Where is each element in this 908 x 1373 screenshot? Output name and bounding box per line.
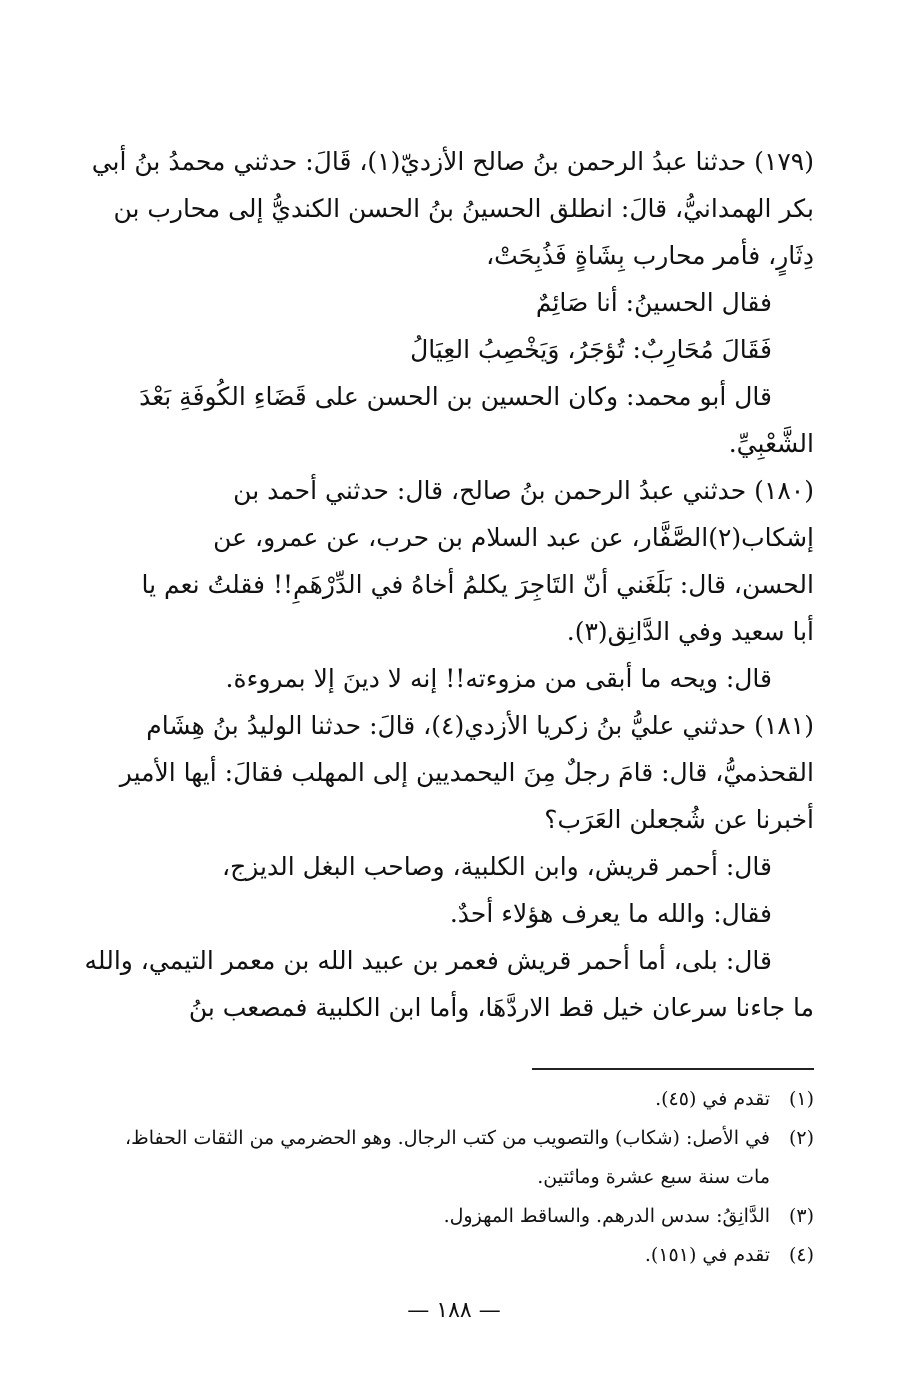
text-line: أبا سعيد وفي الدَّانِق(٣). <box>566 617 814 646</box>
footnote-text: في الأصل: (شكاب) والتصويب من كتب الرجال. وهو الحضرمي من الثقات الحفاظ، <box>124 1127 770 1149</box>
footnote <box>82 1236 814 1275</box>
text-line: قال: بلى، أما أحمر قريش فعمر بن عبيد الله بن معمر التيمي، والله <box>84 946 772 975</box>
footnotes <box>82 1080 814 1275</box>
footnote <box>82 1119 814 1158</box>
text-line: الشَّعْبِيِّ. <box>728 429 814 458</box>
footnote-text: تقدم في (٤٥). <box>655 1088 770 1110</box>
text-line: القحذميُّ، قال: قامَ رجلٌ مِنَ اليحمديين إلى المهلب فقالَ: أيها الأمير <box>119 758 814 787</box>
text-line: بكر الهمدانيُّ، قالَ: انطلق الحسينُ بنُ الحسن الكنديُّ إلى محارب بن <box>113 194 814 223</box>
text-line: الحسن، قال: بَلَغَني أنّ التَاجِرَ يكلمُ أخاهُ في الدِّرْهَمِ!! فقلتُ نعم يا <box>141 570 814 599</box>
footnote <box>82 1197 814 1236</box>
main-text <box>82 138 814 1031</box>
text-line: أخبرنا عن شُجعلن العَرَب؟ <box>544 805 814 834</box>
footnote-continuation: مات سنة سبع عشرة ومائتين. <box>537 1166 770 1188</box>
text-line: (١٧٩) حدثنا عبدُ الرحمن بنُ صالح الأزديّ(١)، قَالَ: حدثني محمدُ بنُ أبي <box>91 147 814 176</box>
text-line: إشكاب(٢)الصَّفَّار، عن عبد السلام بن حرب، عن عمرو، عن <box>213 523 814 552</box>
footnote-text: الدَّانِقُ: سدس الدرهم. والساقط المهزول. <box>443 1205 770 1227</box>
entry-181 <box>82 702 814 1031</box>
text-line: فقال: والله ما يعرف هؤلاء أحدٌ. <box>449 899 772 928</box>
text-line: (١٨٠) حدثني عبدُ الرحمن بنُ صالح، قال: حدثني أحمد بن <box>233 476 814 505</box>
entry-180 <box>82 467 814 702</box>
text-line: ما جاءنا سرعان خيل قط الاردَّهَا، وأما ابن الكلبية فمصعب بنُ <box>188 993 814 1022</box>
text-line: دِثَارٍ، فأمر محارب بِشَاةٍ فَذُبِحَتْ، <box>486 241 814 270</box>
text-line: (١٨١) حدثني عليُّ بنُ زكريا الأزدي(٤)، قالَ: حدثنا الوليدُ بنُ هِشَام <box>146 711 814 740</box>
text-line: قال: ويحه ما أبقى من مزوءته!! إنه لا دينَ إلا بمروءة. <box>225 664 772 693</box>
footnote-number: (٢) <box>788 1127 814 1149</box>
footnote <box>82 1080 814 1119</box>
verse-line: فَقَالَ مُحَارِبٌ: تُؤجَرُ، وَيَخْصِبُ العِيَالُ <box>410 335 772 364</box>
text-line: قال أبو محمد: وكان الحسين بن الحسن على قَضَاءِ الكُوفَةِ بَعْدَ <box>139 382 772 411</box>
page-number: — ١٨٨ — <box>407 1298 501 1323</box>
footnote-number: (٤) <box>788 1244 814 1266</box>
text-line: قال: أحمر قريش، وابن الكلبية، وصاحب البغل الديزج، <box>222 852 772 881</box>
footnote-text: تقدم في (١٥١). <box>644 1244 770 1266</box>
footnote-number: (١) <box>788 1088 814 1110</box>
verse-line: فقال الحسينُ: أنا صَائِمٌ <box>535 288 772 317</box>
footnote-divider <box>532 1068 814 1070</box>
footnote-number: (٣) <box>788 1205 814 1227</box>
entry-179 <box>82 138 814 467</box>
